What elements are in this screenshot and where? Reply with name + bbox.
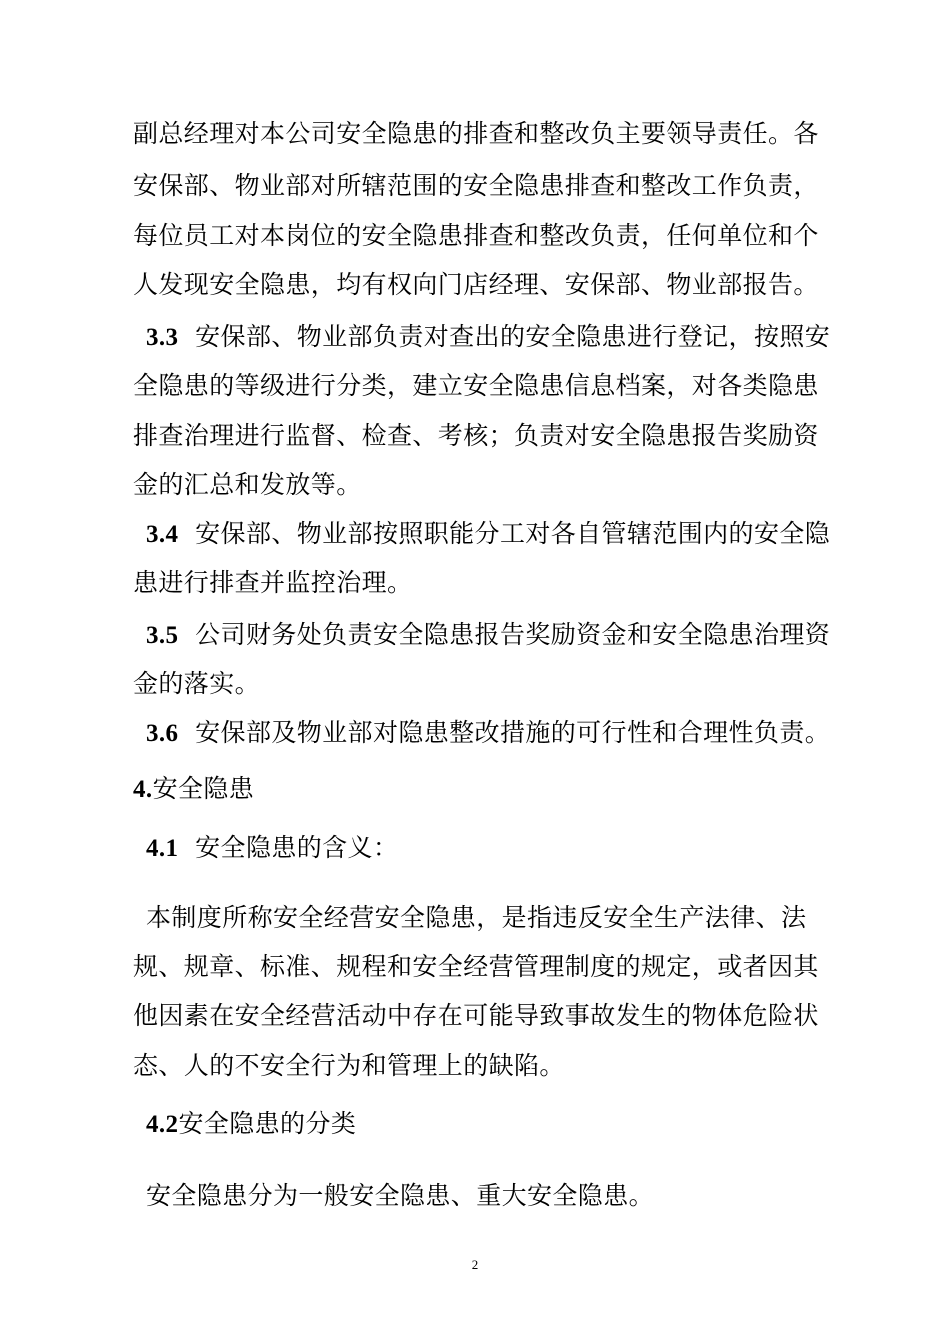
text-line — [133, 221, 819, 251]
line-text: 患进行排查并监控治理。 — [133, 568, 413, 597]
line-text: 金的落实。 — [133, 669, 261, 698]
text-line — [133, 171, 819, 201]
line-text: 安全隐患的分类 — [178, 1109, 357, 1138]
line-text: 安保部、物业部按照职能分工对各自管辖范围内的安全隐 — [195, 519, 831, 548]
section-number: 3.3 — [146, 324, 179, 351]
heading-text: 安全隐患 — [152, 774, 255, 803]
section-number: 4. — [133, 776, 153, 803]
section-3-4 — [146, 519, 830, 550]
line-text: 本制度所称安全经营安全隐患，是指违反安全生产法律、法 — [146, 903, 807, 932]
line-text: 安保部、物业部对所辖范围的安全隐患排查和整改工作负责， — [133, 171, 819, 200]
section-number: 4.2 — [146, 1111, 179, 1138]
line-text: 金的汇总和发放等。 — [133, 470, 362, 499]
line-text: 他因素在安全经营活动中存在可能导致事故发生的物体危险状 — [133, 1001, 819, 1030]
text-line — [133, 1001, 819, 1031]
line-text: 安保部、物业部负责对查出的安全隐患进行登记，按照安 — [195, 322, 831, 351]
section-number: 3.5 — [146, 622, 179, 649]
line-text: 公司财务处负责安全隐患报告奖励资金和安全隐患治理资 — [195, 620, 831, 649]
line-text: 全隐患的等级进行分类，建立安全隐患信息档案，对各类隐患 — [133, 371, 819, 400]
text-line — [133, 1051, 565, 1081]
text-line — [133, 568, 412, 598]
text-line — [133, 421, 819, 451]
heading-4 — [133, 774, 254, 805]
line-text: 副总经理对本公司安全隐患的排查和整改负主要领导责任。各 — [133, 119, 819, 148]
text-line — [133, 952, 819, 982]
text-line — [146, 903, 806, 933]
section-3-5 — [146, 620, 830, 651]
line-text: 态、人的不安全行为和管理上的缺陷。 — [133, 1051, 565, 1080]
section-4-1 — [146, 833, 398, 864]
line-text: 安保部及物业部对隐患整改措施的可行性和合理性负责。 — [195, 718, 831, 747]
line-text: 安全隐患分为一般安全隐患、重大安全隐患。 — [146, 1181, 655, 1210]
line-text: 人发现安全隐患，均有权向门店经理、安保部、物业部报告。 — [133, 270, 819, 299]
page-number: 2 — [471, 1257, 479, 1272]
section-3-6 — [146, 718, 830, 749]
line-text: 规、规章、标准、规程和安全经营管理制度的规定，或者因其 — [133, 952, 819, 981]
text-line — [146, 1181, 654, 1211]
line-text: 每位员工对本岗位的安全隐患排查和整改负责，任何单位和个 — [133, 221, 819, 250]
section-number: 4.1 — [146, 835, 179, 862]
text-line — [133, 371, 819, 401]
text-line — [133, 119, 819, 149]
line-text: 排查治理进行监督、检查、考核；负责对安全隐患报告奖励资 — [133, 421, 819, 450]
text-line — [133, 669, 260, 699]
line-text: 安全隐患的含义： — [195, 833, 399, 862]
section-number: 3.6 — [146, 720, 179, 747]
section-3-3 — [146, 322, 830, 353]
text-line — [133, 270, 819, 300]
section-number: 3.4 — [146, 521, 179, 548]
section-4-2 — [146, 1109, 356, 1140]
text-line — [133, 470, 362, 500]
